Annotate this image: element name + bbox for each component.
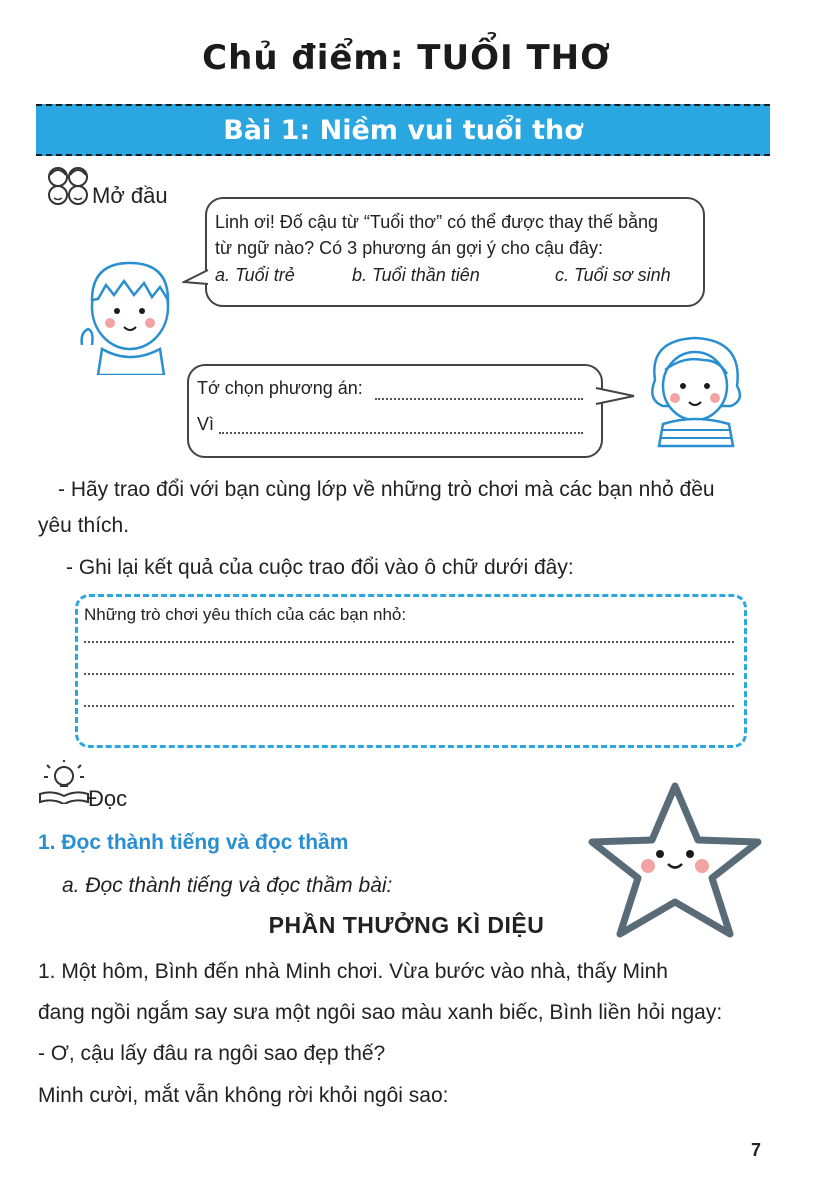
task1-continued: yêu thích.	[38, 514, 130, 537]
bubble1-line2: từ ngữ nào? Có 3 phương án gợi ý cho cậu đây:	[215, 238, 603, 258]
games-line-1[interactable]	[84, 641, 734, 643]
page-number: 7	[750, 1140, 761, 1160]
games-line-3[interactable]	[84, 705, 734, 707]
story-p2: - Ơ, cậu lấy đâu ra ngôi sao đẹp thế?	[38, 1042, 386, 1065]
bubble2-tail	[594, 386, 636, 408]
lightbulb-book-icon	[38, 760, 90, 804]
speech-bubble-answer	[187, 364, 603, 458]
games-box-label: Những trò chơi yêu thích của các bạn nhỏ:	[84, 605, 407, 624]
story-p1-line1: 1. Một hôm, Bình đến nhà Minh chơi. Vừa bước vào nhà, thấy Minh	[38, 960, 668, 983]
games-answer-box	[75, 594, 747, 748]
answer-blank[interactable]	[375, 398, 583, 400]
task1-text: - Hãy trao đổi với bạn cùng lớp về những trò chơi mà các bạn nhỏ đều	[58, 478, 715, 501]
lesson-banner	[36, 104, 770, 156]
bubble1-tail	[182, 268, 210, 288]
option-a: a. Tuổi trẻ	[215, 265, 295, 285]
bubble1-line1: Linh ơi! Đố cậu từ “Tuổi thơ” có thể được thay thế bằng	[215, 212, 659, 232]
reading-heading: 1. Đọc thành tiếng và đọc thầm	[38, 831, 349, 854]
speech-bubble-question	[205, 197, 705, 307]
intro-label: Mở đầu	[92, 183, 168, 208]
task2-text: - Ghi lại kết quả của cuộc trao đổi vào ô chữ dưới đây:	[66, 556, 574, 579]
answer-label: Tớ chọn phương án:	[197, 378, 363, 398]
reason-blank[interactable]	[219, 432, 583, 434]
reading-label: Đọc	[88, 786, 128, 811]
chapter-title: Chủ điểm: TUỔI THƠ	[202, 38, 611, 78]
reading-subheading: a. Đọc thành tiếng và đọc thầm bài:	[62, 874, 393, 897]
option-b: b. Tuổi thần tiên	[352, 265, 480, 285]
lesson-title: Bài 1: Niềm vui tuổi thơ	[223, 114, 583, 146]
story-title: PHẦN THƯỞNG KÌ DIỆU	[268, 912, 545, 938]
option-c: c. Tuổi sơ sinh	[555, 265, 671, 285]
games-line-2[interactable]	[84, 673, 734, 675]
kids-icon	[44, 165, 94, 207]
story-p3: Minh cười, mắt vẫn không rời khỏi ngôi sao:	[38, 1084, 449, 1107]
boy-illustration	[72, 245, 182, 375]
girl-illustration	[633, 330, 761, 450]
story-p1-line2: đang ngồi ngắm say sưa một ngôi sao màu xanh biếc, Bình liền hỏi ngay:	[38, 1001, 723, 1024]
reason-label: Vì	[197, 414, 215, 434]
